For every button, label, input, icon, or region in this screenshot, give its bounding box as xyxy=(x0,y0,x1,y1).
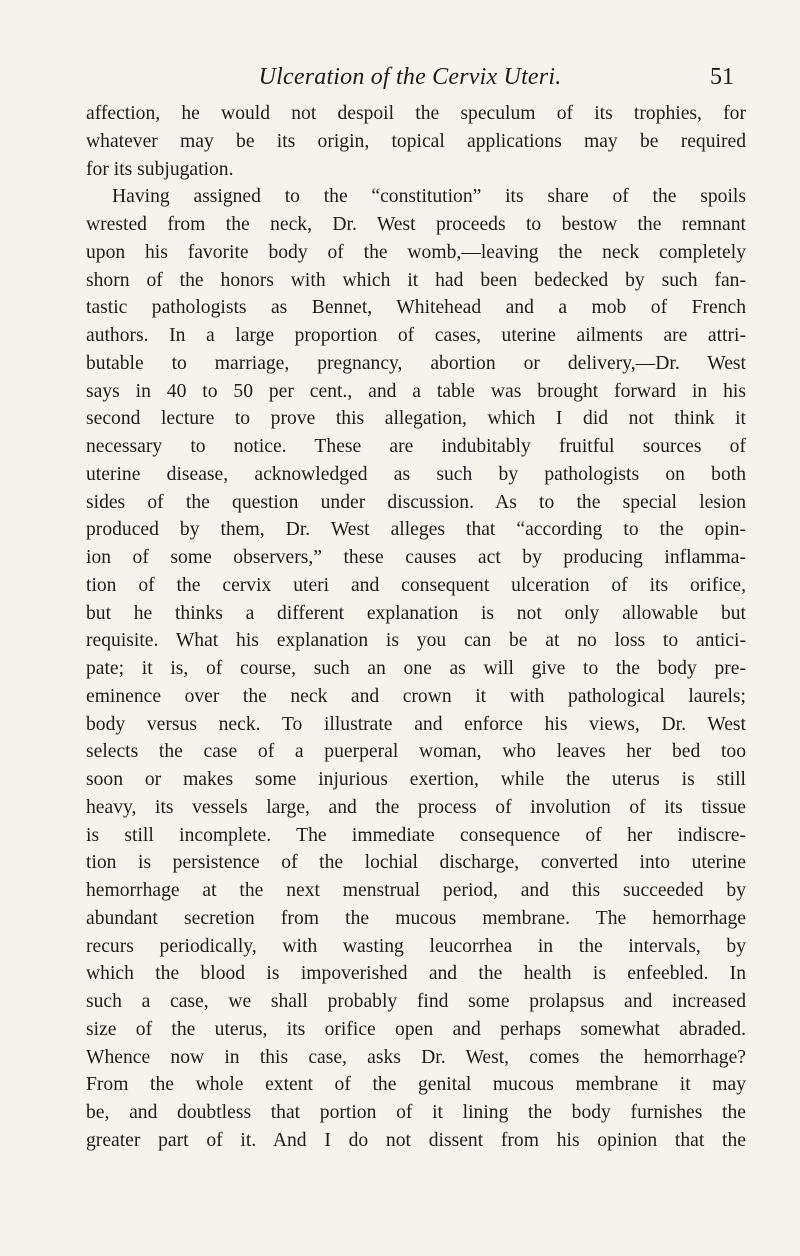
text-line: From the whole extent of the genital mucous membrane it may xyxy=(86,1074,746,1096)
text-line: says in 40 to 50 per cent., and a table was brought forward in his xyxy=(86,380,746,402)
text-line: pate; it is, of course, such an one as will give to the body pre- xyxy=(86,658,746,679)
text-line: heavy, its vessels large, and the process of involution of its tissue xyxy=(86,796,746,818)
running-title: Ulceration of the Cervix Uteri. xyxy=(258,64,562,90)
text-line: be, and doubtless that portion of it lining the body furnishes the xyxy=(86,1102,746,1123)
text-line: is still incomplete. The immediate consequence of her indiscre- xyxy=(86,824,746,846)
text-line: but he thinks a different explanation is not only allowable but xyxy=(86,602,746,624)
text-line: recurs periodically, with wasting leucorrhea in the intervals, by xyxy=(86,935,746,957)
text-line: Whence now in this case, asks Dr. West, comes the hemorrhage? xyxy=(86,1046,746,1068)
text-line: body versus neck. To illustrate and enforce his views, Dr. West xyxy=(86,713,746,735)
text-line: eminence over the neck and crown it with pathological laurels; xyxy=(86,685,746,707)
text-line: such a case, we shall probably find some prolapsus and increased xyxy=(86,991,746,1012)
page-number: 51 xyxy=(710,64,734,90)
body-text xyxy=(86,100,746,1155)
text-line: soon or makes some injurious exertion, while the uterus is still xyxy=(86,769,746,790)
text-line: which the blood is impoverished and the health is enfeebled. In xyxy=(86,963,746,985)
text-line: size of the uterus, its orifice open and perhaps somewhat abraded. xyxy=(86,1018,746,1040)
text-line: whatever may be its origin, topical applications may be required xyxy=(86,130,746,152)
text-line: uterine disease, acknowledged as such by pathologists on both xyxy=(86,463,746,485)
text-line: affection, he would not despoil the speculum of its trophies, for xyxy=(86,103,746,124)
text-line: abundant secretion from the mucous membrane. The hemorrhage xyxy=(86,907,746,929)
text-line: upon his favorite body of the womb,—leaving the neck completely xyxy=(86,241,746,263)
text-line: tastic pathologists as Bennet, Whitehead and a mob of French xyxy=(86,297,746,319)
text-line: greater part of it. And I do not dissent from his opinion that the xyxy=(86,1129,746,1151)
text-line: necessary to notice. These are indubitably fruitful sources of xyxy=(86,436,746,457)
running-head xyxy=(86,64,734,94)
text-line: tion of the cervix uteri and consequent ulceration of its orifice, xyxy=(86,574,746,596)
text-line: requisite. What his explanation is you can be at no loss to antici- xyxy=(86,630,746,652)
text-line: Having assigned to the “constitution” its share of the spoils xyxy=(112,186,746,208)
text-line: hemorrhage at the next menstrual period, and this succeeded by xyxy=(86,880,746,901)
text-line: wrested from the neck, Dr. West proceeds to bestow the remnant xyxy=(86,214,746,235)
text-line: ion of some observers,” these causes act by producing inflamma- xyxy=(86,547,746,568)
text-line: sides of the question under discussion. As to the special lesion xyxy=(86,491,746,513)
text-line: tion is persistence of the lochial discharge, converted into uterine xyxy=(86,852,746,874)
text-line: selects the case of a puerperal woman, who leaves her bed too xyxy=(86,741,746,763)
text-line: authors. In a large proportion of cases, uterine ailments are attri- xyxy=(86,325,746,346)
text-line: butable to marriage, pregnancy, abortion or delivery,—Dr. West xyxy=(86,352,746,374)
text-line: shorn of the honors with which it had been bedecked by such fan- xyxy=(86,269,746,291)
text-line: produced by them, Dr. West alleges that “according to the opin- xyxy=(86,519,746,541)
text-line: second lecture to prove this allegation, which I did not think it xyxy=(86,408,746,430)
text-line: for its subjugation. xyxy=(86,158,234,180)
